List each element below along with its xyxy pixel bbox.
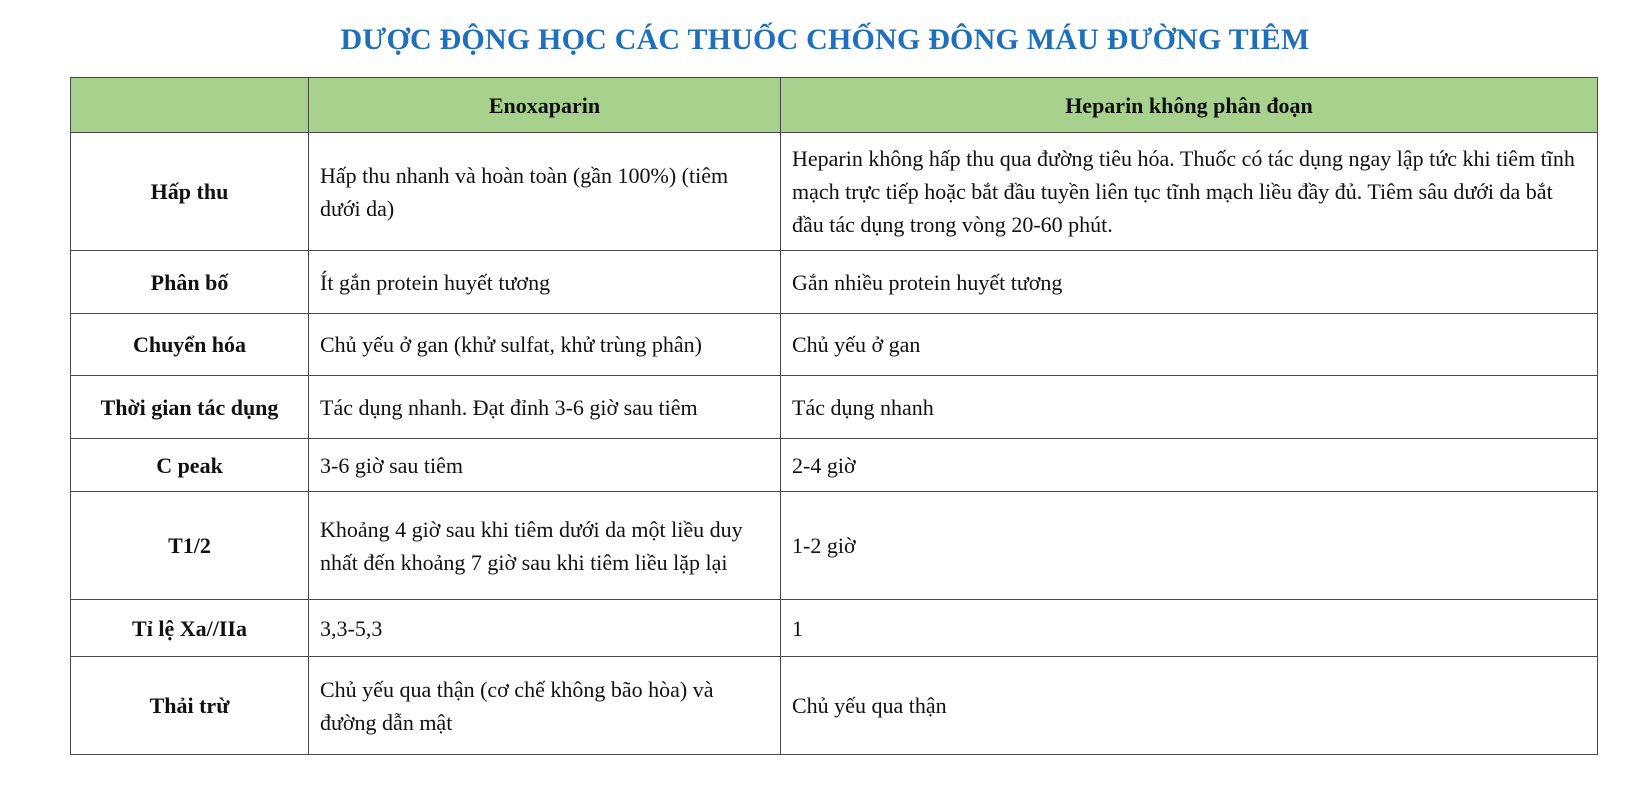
- enoxaparin-cell: 3,3-5,3: [309, 600, 781, 657]
- enoxaparin-cell: 3-6 giờ sau tiêm: [309, 439, 781, 492]
- enoxaparin-cell: Chủ yếu qua thận (cơ chế không bão hòa) và đường dẫn mật: [309, 657, 781, 755]
- row-label: Chuyển hóa: [71, 314, 309, 376]
- table-row: [71, 251, 1598, 314]
- heparin-cell: Chủ yếu qua thận: [781, 657, 1598, 755]
- page-title: DƯỢC ĐỘNG HỌC CÁC THUỐC CHỐNG ĐÔNG MÁU ĐƯỜNG TIÊM: [340, 23, 1310, 56]
- header-heparin: Heparin không phân đoạn: [781, 78, 1598, 133]
- enoxaparin-cell: Tác dụng nhanh. Đạt đỉnh 3-6 giờ sau tiêm: [309, 376, 781, 439]
- table-row: [71, 439, 1598, 492]
- heparin-cell: 1-2 giờ: [781, 492, 1598, 600]
- row-label: C peak: [71, 439, 309, 492]
- heparin-cell: 1: [781, 600, 1598, 657]
- enoxaparin-cell: Chủ yếu ở gan (khử sulfat, khử trùng phân): [309, 314, 781, 376]
- table-header-row: [71, 78, 1598, 133]
- row-label: Thời gian tác dụng: [71, 376, 309, 439]
- table-row: [71, 376, 1598, 439]
- pharmacokinetics-table: [70, 77, 1598, 755]
- heparin-cell: Gắn nhiều protein huyết tương: [781, 251, 1598, 314]
- heparin-cell: Chủ yếu ở gan: [781, 314, 1598, 376]
- enoxaparin-cell: Khoảng 4 giờ sau khi tiêm dưới da một liều duy nhất đến khoảng 7 giờ sau khi tiêm liều lặp lại: [309, 492, 781, 600]
- table-row: [71, 657, 1598, 755]
- header-corner-cell: [71, 78, 309, 133]
- enoxaparin-cell: Ít gắn protein huyết tương: [309, 251, 781, 314]
- row-label: T1/2: [71, 492, 309, 600]
- table-row: [71, 133, 1598, 251]
- row-label: Tỉ lệ Xa//IIa: [71, 600, 309, 657]
- enoxaparin-cell: Hấp thu nhanh và hoàn toàn (gần 100%) (tiêm dưới da): [309, 133, 781, 251]
- table-row: [71, 314, 1598, 376]
- heparin-cell: 2-4 giờ: [781, 439, 1598, 492]
- row-label: Thải trừ: [71, 657, 309, 755]
- header-enoxaparin: Enoxaparin: [309, 78, 781, 133]
- row-label: Hấp thu: [71, 133, 309, 251]
- heparin-cell: Tác dụng nhanh: [781, 376, 1598, 439]
- row-label: Phân bố: [71, 251, 309, 314]
- heparin-cell: Heparin không hấp thu qua đường tiêu hóa. Thuốc có tác dụng ngay lập tức khi tiêm tĩnh mạch trực tiếp hoặc bắt đầu tuyền liên tục tĩnh mạch liều đầy đủ. Tiêm sâu dưới da bắt đầu tác dụng trong vòng 20-60 phút.: [781, 133, 1598, 251]
- table-row: [71, 492, 1598, 600]
- table-row: [71, 600, 1598, 657]
